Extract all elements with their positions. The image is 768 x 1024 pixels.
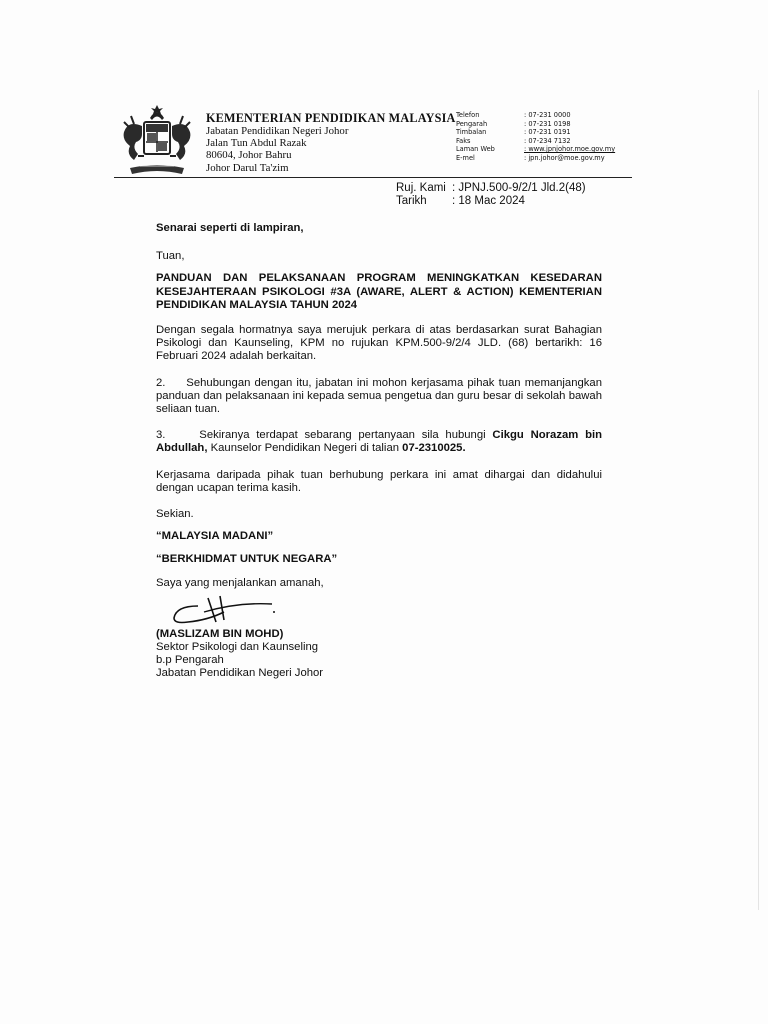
contact-block: [456, 111, 615, 163]
contact-row: [456, 128, 615, 137]
salutation: Tuan,: [156, 250, 185, 263]
contact-label: Faks: [456, 136, 471, 145]
reference-row: [396, 182, 586, 195]
address-line: 80604, Johor Bahru: [206, 149, 292, 162]
paragraph-2: 2. Sehubungan dengan itu, jabatan ini mohon kerjasama pihak tuan memanjangkan panduan dan pelaksanaan ini kepada semua pengetua dan guru besar di sekolah bawah seliaan tuan.: [156, 376, 602, 416]
date-row: [396, 195, 586, 208]
reference-number: : JPNJ.500-9/2/1 Jld.2(48): [452, 182, 586, 194]
signer-line: Sektor Psikologi dan Kaunseling: [156, 641, 319, 654]
contact-value: : 07-231 0000: [524, 111, 571, 119]
letter-subject: PANDUAN DAN PELAKSANAAN PROGRAM MENINGKATKAN KESEDARAN KESEJAHTERAAN PSIKOLOGI #3A (AWARE, ALERT & ACTION) KEMENTERIAN PENDIDIKAN MALAYSIA TAHUN 2024: [156, 272, 602, 311]
contact-row: [456, 145, 615, 154]
contact-row: [456, 154, 615, 163]
website-link[interactable]: : www.jpnjohor.moe.gov.my: [524, 145, 616, 154]
contact-row: [456, 137, 615, 146]
reference-label: Ruj. Kami: [396, 182, 446, 194]
signer-name: (MASLIZAM BIN MOHD): [156, 627, 284, 640]
contact-phone: 07-2310025.: [402, 442, 466, 455]
contact-label: Telefon: [456, 111, 480, 119]
letterhead-address: [206, 125, 348, 174]
address-line: Jalan Tun Abdul Razak: [206, 137, 307, 150]
addressee: Senarai seperti di lampiran,: [156, 222, 304, 234]
sign-intro: Saya yang menjalankan amanah,: [156, 576, 324, 589]
coat-of-arms-icon: [116, 104, 198, 180]
signature-mark: [168, 592, 278, 628]
email-address: : jpn.johor@moe.gov.my: [524, 153, 605, 162]
paragraph-3-middle: Kaunselor Pendidikan Negeri di talian: [207, 442, 403, 455]
motto-madani: “MALAYSIA MADANI”: [156, 530, 274, 543]
contact-row: [456, 120, 615, 129]
contact-label: E-mel: [456, 153, 475, 162]
contact-label: Laman Web: [456, 145, 495, 154]
contact-value: : 07-231 0198: [524, 119, 571, 128]
letter-date: : 18 Mac 2024: [452, 195, 525, 207]
contact-label: Timbalan: [456, 128, 487, 137]
paragraph-3-lead: 3. Sekiranya terdapat sebarang pertanyaan sila hubungi: [156, 429, 493, 442]
signer-line: b.p Pengarah: [156, 654, 224, 667]
scan-edge-line: [758, 90, 759, 910]
letter-body: [156, 222, 602, 681]
letterhead-divider: [114, 177, 632, 178]
address-line: Jabatan Pendidikan Negeri Johor: [206, 125, 349, 137]
contact-row: [456, 111, 615, 120]
motto-berkhidmat: “BERKHIDMAT UNTUK NEGARA”: [156, 553, 338, 566]
letterhead-organization: KEMENTERIAN PENDIDIKAN MALAYSIA: [206, 111, 456, 125]
paragraph-3: [156, 429, 602, 455]
contact-value: : 07-234 7132: [524, 136, 571, 145]
contact-label: Pengarah: [456, 119, 488, 128]
closing: Sekian.: [156, 508, 194, 521]
address-line: Johor Darul Ta'zim: [206, 161, 289, 174]
date-label: Tarikh: [396, 195, 427, 207]
reference-block: [396, 182, 586, 208]
contact-person: Cikgu Norazam bin Abdullah,: [156, 429, 603, 455]
paragraph-intro: Dengan segala hormatnya saya merujuk perkara di atas berdasarkan surat Bahagian Psikologi dan Kaunseling, KPM no rujukan KPM.500-9/2/4 JLD. (68) bertarikh: 16 Februari 2024 adalah berkaitan.: [156, 324, 602, 363]
paragraph-thanks: Kerjasama daripada pihak tuan berhubung perkara ini amat dihargai dan didahului dengan ucapan terima kasih.: [156, 468, 602, 494]
signer-line: Jabatan Pendidikan Negeri Johor: [156, 667, 324, 680]
contact-value: : 07-231 0191: [524, 128, 571, 137]
signer-details: [156, 641, 602, 681]
